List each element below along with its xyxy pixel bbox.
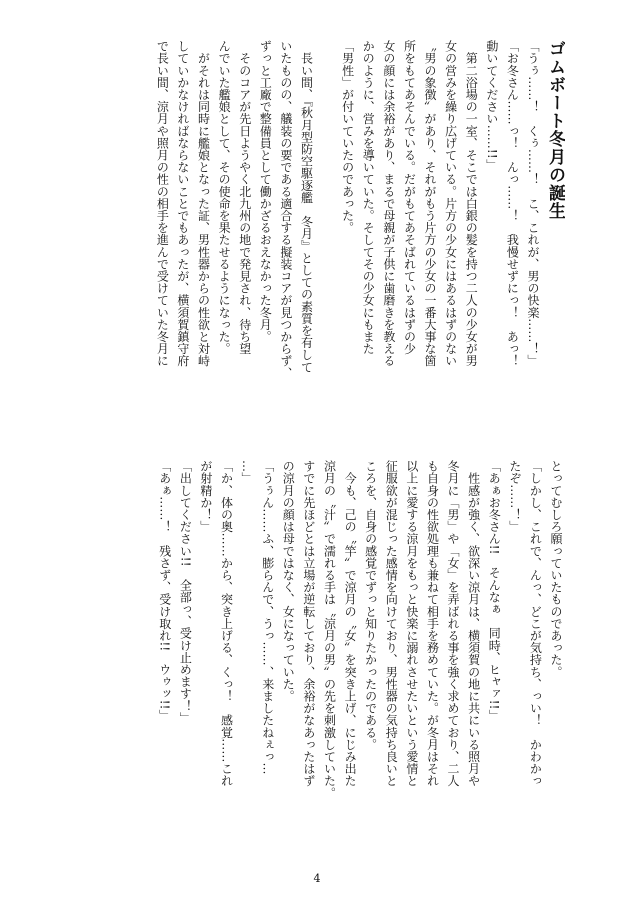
text-line: とってむしろ願っていたものであった。: [549, 460, 563, 678]
text-line: いたものの、艤装の要である適合する擬装コアが見つからず、: [278, 40, 293, 379]
text-line: 第二浴場の一室、そこでは白銀の髪を持つ二人の少女が男: [464, 40, 479, 367]
text-line: 冬月に「男」や「女」を弄ばれる事を強く求めており、二人: [446, 460, 461, 787]
text-line: も自身の性欲処理も兼ねて相手を務めていた。が冬月はそれ: [425, 460, 440, 787]
text-line: の涼月の顔は母ではなく、女になっていた。: [281, 460, 296, 702]
text-line: 征服欲が混じった感情を向けており、男性器の気持ち良いと: [384, 460, 399, 787]
text-line: 「男性」が付いていたのであった。: [340, 40, 355, 234]
text-line: ずっと工廠で整備員として働かざるおえなかった冬月。: [258, 40, 273, 343]
text-line: 動いてください……!!」: [484, 40, 499, 171]
text-line: で長い間、涼月や照月の性の相手を進んで受けていた冬月に: [155, 40, 170, 367]
text-line: 〝男の象徴〟があり、それがもう片方の少女の一番大事な箇: [423, 40, 438, 367]
text-line: 長い間、『秋月型防空駆逐艦 冬月』としての素質を有して: [299, 40, 314, 373]
text-line: 女の顔には余裕があり、まるで母親が子供に歯磨きを教える: [381, 40, 396, 367]
text-line: 「しかし、これで、んっ、どこが気持ち、っい！ かわかっ: [528, 460, 543, 787]
text-line: 「うぅ……！ くぅ……！ こ、これが、男の快楽……！」: [526, 40, 540, 367]
text-line: かのように、営みを導いていた。そしてその少女にもまた: [361, 40, 376, 355]
text-line: 「あぁお冬さん!! そんなぁ 同時、ヒャァ!!」: [487, 460, 502, 722]
upper-text-block: [70, 40, 565, 435]
text-line: すでに先ほどとは立場が逆転しており、余裕がなあったはず: [301, 460, 316, 787]
text-line: たぞ……！」: [507, 460, 522, 533]
text-line: が射精か！」: [198, 460, 213, 533]
text-line: ころを、自身の感覚でずっと知りたかったのである。: [363, 460, 378, 751]
page-number: 4: [313, 872, 321, 885]
text-line: 今も、己の〝竿〟で涼月の〝女〟を突き上げ、にじみ出た: [343, 460, 358, 787]
text-line: 「お冬さん……っ！ んっ……！ 我慢せずにっ！ あっ！: [505, 40, 520, 367]
lower-text-block: [88, 460, 566, 860]
text-line: していかなければならないことでもあったが、横須賀鎮守府: [175, 40, 190, 367]
text-line: がそれは同時に艦娘となった証、男性器からの性欲と対峙: [196, 40, 211, 367]
text-line: 「出してください!! 全部っ、受け止めます！」: [178, 460, 193, 724]
paragraph-gap: [316, 40, 337, 435]
text-line: 「か、体の奥……から、突き上げる、くっ！ 感覚……これ: [219, 460, 234, 787]
text-line: 以上に愛する涼月をもっと快楽に溺れさせたいという愛情と: [404, 460, 419, 787]
chapter-title: ゴムボート冬月の誕生: [545, 40, 565, 220]
text-line: 涼月の〝汁〟で濡れる手は〝涼月の男〟の先を刺激していた。: [322, 460, 337, 799]
text-line: そのコアが先日ようやく北九州の地で発見され、待ち望: [237, 40, 252, 355]
text-line: 所をもてあそんでいる。だがもてあそばれているはずの少: [402, 40, 417, 355]
text-line: 性感が強く、欲深い涼月は、横須賀の地に共にいる照月や: [466, 460, 481, 787]
text-line: 「うぅん……ふ、膨らんで、うっ……、来ましたねぇっ…: [260, 460, 275, 775]
text-line: 女の営みを繰り広げている。片方の少女にはあるはずのない: [443, 40, 458, 367]
text-line: んでいた艦娘として、その使命を果たせるようになった。: [217, 40, 232, 355]
text-line: 「あぁ……！ 残さず、受け取れ!! ウゥッ!!」: [157, 460, 172, 722]
text-line: …」: [240, 460, 255, 485]
